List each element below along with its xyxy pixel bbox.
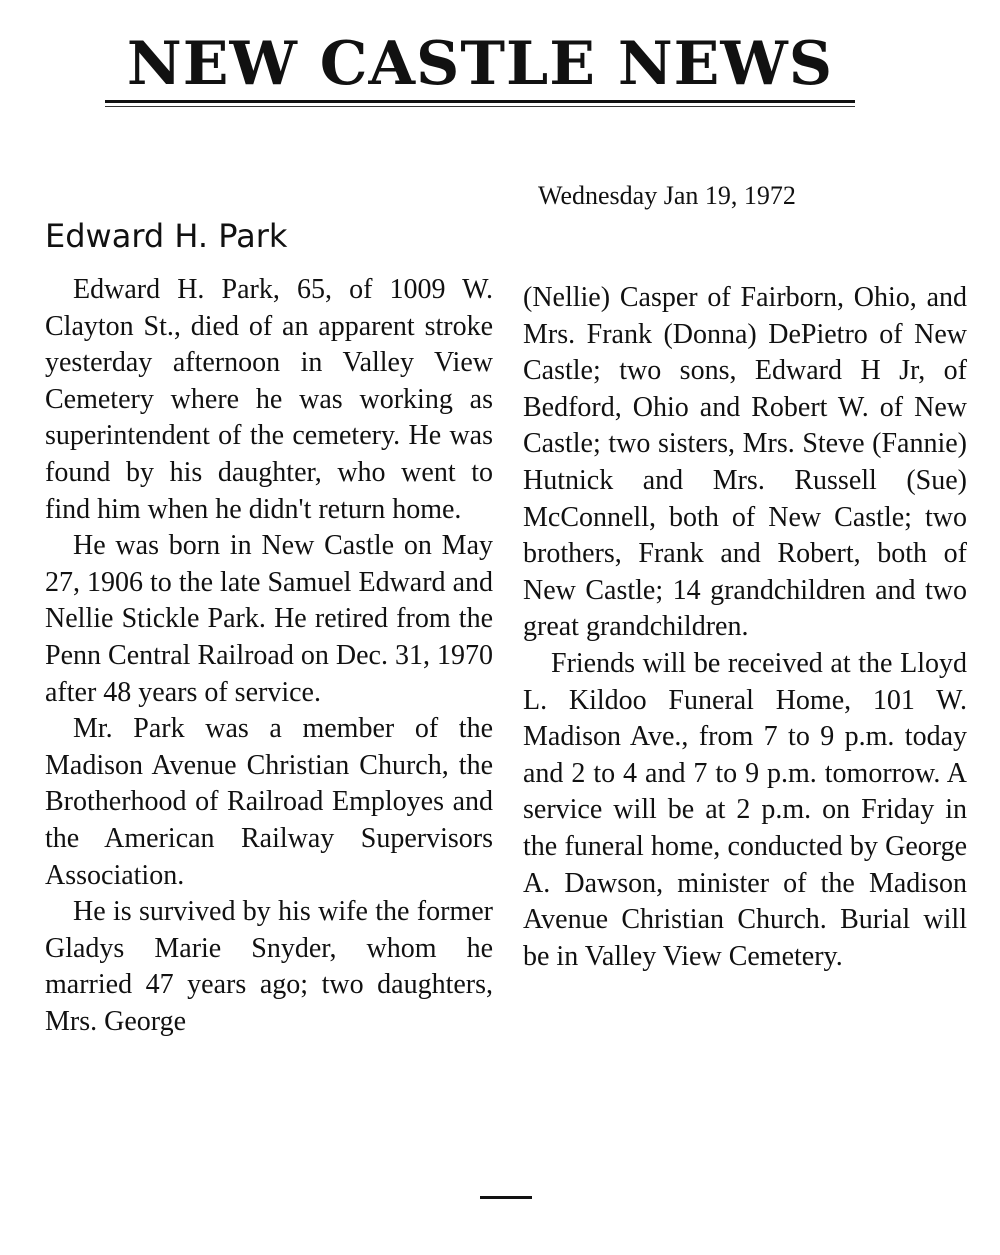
masthead-rule-thin <box>105 106 855 107</box>
paragraph-survivors-continued: (Nellie) Casper of Fairborn, Ohio, and Mrs. Frank (Donna) DePietro of New Castle; two sons, Edward H Jr, of Bedford, Ohio and Robert W. of New Castle; two sisters, Mrs. Steve (Fannie) Hutnick and Mrs. Russell (Sue) McConnell, both of New Castle; two brothers, Frank and Robert, both of New Castle; 14 grandchildren and two great grandchildren. <box>523 282 967 643</box>
article-headline: Edward H. Park <box>45 217 288 255</box>
paragraph-death: Edward H. Park, 65, of 1009 W. Clayton St., died of an apparent stroke yesterday afternoon in Valley View Cemetery where he was working as superintendent of the cemetery. He was found by his daughter, who went to find him when he didn't return home. <box>45 274 493 525</box>
issue-date: Wednesday Jan 19, 1972 <box>538 181 796 210</box>
article-column-right <box>523 280 967 975</box>
paragraph-services: Friends will be received at the Lloyd L. Kildoo Funeral Home, 101 W. Madison Ave., from 7 to 9 p.m. today and 2 to 4 and 7 to 9 p.m. tomorrow. A service will be at 2 p.m. on Friday in the funeral home, conducted by George A. Dawson, minister of the Madison Avenue Christian Church. Burial will be in Valley View Cemetery. <box>523 647 967 972</box>
masthead-rule-thick <box>105 100 855 103</box>
paragraph-birth: He was born in New Castle on May 27, 1906 to the late Samuel Edward and Nellie Stickle Park. He retired from the Penn Central Railroad on Dec. 31, 1970 after 48 years of service. <box>45 530 493 708</box>
masthead: NEW CASTLE NEWS <box>126 29 834 99</box>
article-column-left <box>45 272 493 1040</box>
paragraph-survivors: He is survived by his wife the former Gladys Marie Snyder, whom he married 47 years ago; two daughters, Mrs. George <box>45 896 493 1037</box>
end-dash <box>480 1196 532 1199</box>
paragraph-membership: Mr. Park was a member of the Madison Avenue Christian Church, the Brotherhood of Railroad Employes and the American Railway Supervisors Association. <box>45 713 493 891</box>
